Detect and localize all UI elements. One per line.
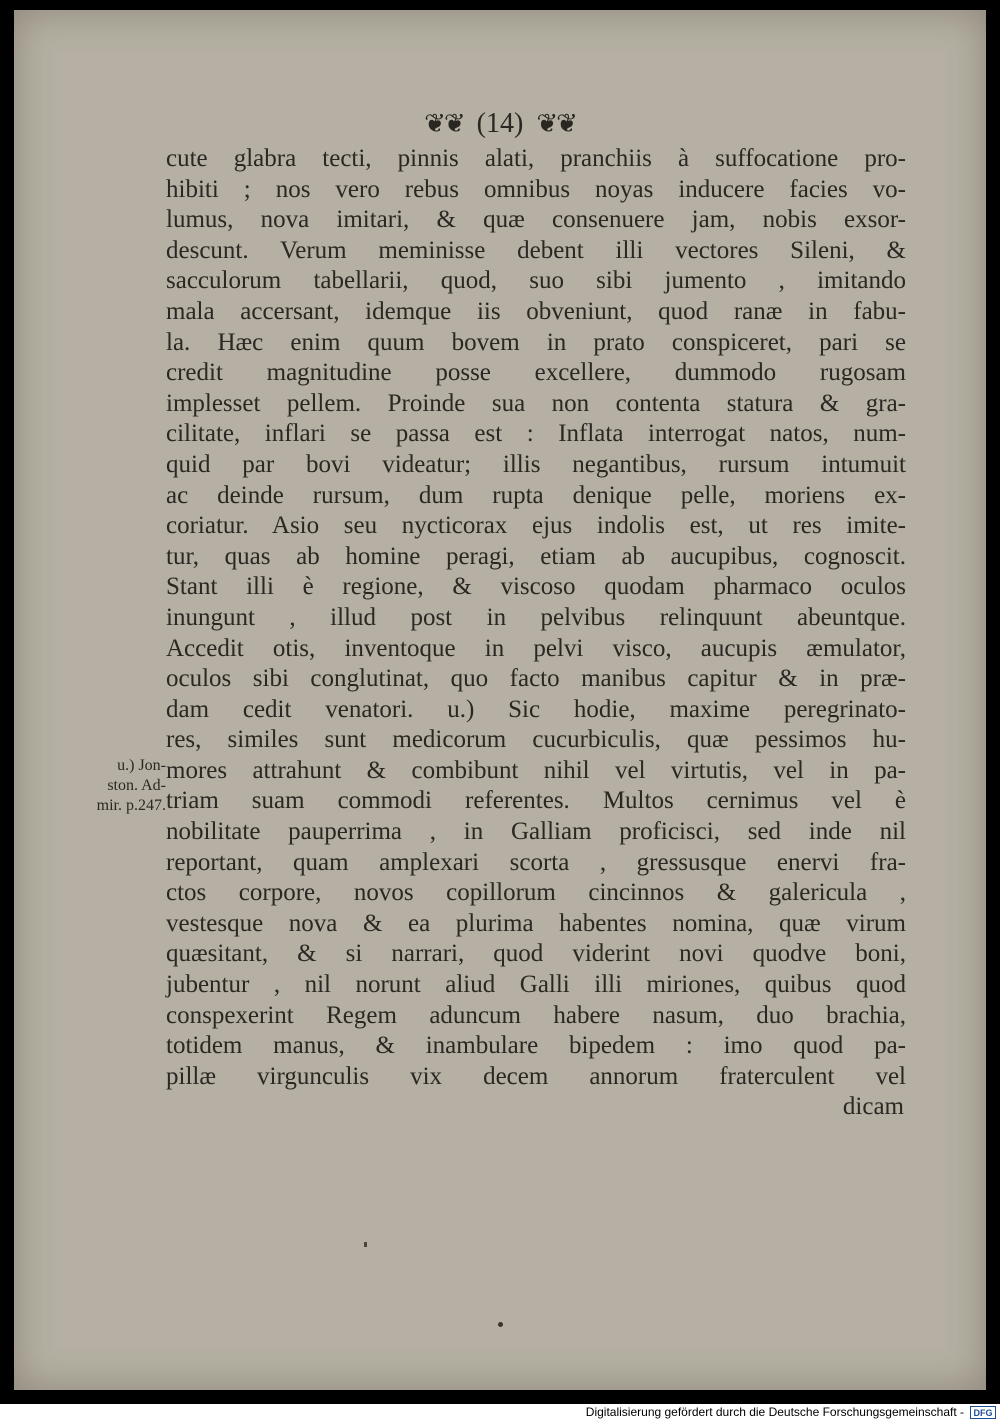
text-line: quæsitant, & si narrari, quod viderint novi quodve boni, xyxy=(166,940,906,968)
text-line: dam cedit venatori. u.) Sic hodie, maxime peregrinato- xyxy=(166,695,906,723)
text-line: totidem manus, & inambulare bipedem : imo quod pa- xyxy=(166,1032,906,1060)
text-line: cilitate, inflari se passa est : Inflata interrogat natos, num- xyxy=(166,420,906,448)
text-line: nobilitate pauperrima , in Galliam proficisci, sed inde nil xyxy=(166,818,906,846)
footer-bar xyxy=(0,1404,1000,1422)
running-head xyxy=(14,108,986,140)
text-line: quid par bovi videatur; illis negantibus, rursum intumuit xyxy=(166,450,906,478)
ornament-right-icon: ❦❦ xyxy=(536,109,576,138)
text-line: vestesque nova & ea plurima habentes nomina, quæ virum xyxy=(166,909,906,937)
text-line: inungunt , illud post in pelvibus relinquunt abeuntque. xyxy=(166,603,906,631)
margin-note-line: mir. p.247. xyxy=(96,797,166,814)
body-text xyxy=(166,144,906,1123)
text-line: Stant illi è regione, & viscoso quodam pharmaco oculos xyxy=(166,573,906,601)
margin-note xyxy=(56,756,166,816)
margin-note-line: ston. Ad- xyxy=(107,777,166,794)
ink-dot xyxy=(498,1322,503,1327)
margin-note-line: u.) Jon- xyxy=(117,757,166,774)
text-line: mala accersant, idemque iis obveniunt, quod ranæ in fabu- xyxy=(166,297,906,325)
text-line: Accedit otis, inventoque in pelvi visco, aucupis æmulator, xyxy=(166,634,906,662)
text-line: hibiti ; nos vero rebus omnibus noyas inducere facies vo- xyxy=(166,175,906,203)
text-line: reportant, quam amplexari scorta , gressusque enervi fra- xyxy=(166,848,906,876)
text-line: coriatur. Asio seu nycticorax ejus indolis est, ut res imite- xyxy=(166,512,906,540)
text-line: oculos sibi conglutinat, quo facto manibus capitur & in præ- xyxy=(166,665,906,693)
text-line: cute glabra tecti, pinnis alati, pranchiis à suffocatione pro- xyxy=(166,145,906,172)
text-line: implesset pellem. Proinde sua non contenta statura & gra- xyxy=(166,389,906,417)
text-line: ac deinde rursum, dum rupta denique pelle, moriens ex- xyxy=(166,481,906,509)
catchword: dicam xyxy=(842,1093,904,1121)
text-line: pillæ virgunculis vix decem annorum fraterculent vel xyxy=(166,1062,906,1090)
scan-frame xyxy=(6,4,994,1394)
text-line: la. Hæc enim quum bovem in prato conspiceret, pari se xyxy=(166,328,906,356)
text-line: ctos corpore, novos copillorum cincinnos & galericula , xyxy=(166,879,906,907)
page-number: (14) xyxy=(476,108,524,139)
ink-speck xyxy=(364,1242,367,1247)
text-line: jubentur , nil norunt aliud Galli illi miriones, quibus quod xyxy=(166,971,906,999)
text-line: lumus, nova imitari, & quæ consenuere jam, nobis exsor- xyxy=(166,206,906,234)
book-page xyxy=(14,10,986,1390)
text-line: res, similes sunt medicorum cucurbiculis, quæ pessimos hu- xyxy=(166,726,906,754)
funding-credit: Digitalisierung gefördert durch die Deutsche Forschungsgemeinschaft - xyxy=(585,1405,964,1419)
dfg-logo-icon: DFG xyxy=(970,1406,996,1419)
text-line: tur, quas ab homine peragi, etiam ab aucupibus, cognoscit. xyxy=(166,542,906,570)
text-line: conspexerint Regem aduncum habere nasum, duo brachia, xyxy=(166,1001,906,1029)
text-line: credit magnitudine posse excellere, dummodo rugosam xyxy=(166,359,906,387)
text-line: sacculorum tabellarii, quod, suo sibi jumento , imitando xyxy=(166,267,906,295)
ornament-left-icon: ❦❦ xyxy=(424,109,464,138)
text-line: triam suam commodi referentes. Multos cernimus vel è xyxy=(166,787,906,815)
text-line: descunt. Verum meminisse debent illi vectores Sileni, & xyxy=(166,236,906,264)
text-line: mores attrahunt & combibunt nihil vel virtutis, vel in pa- xyxy=(166,756,906,784)
